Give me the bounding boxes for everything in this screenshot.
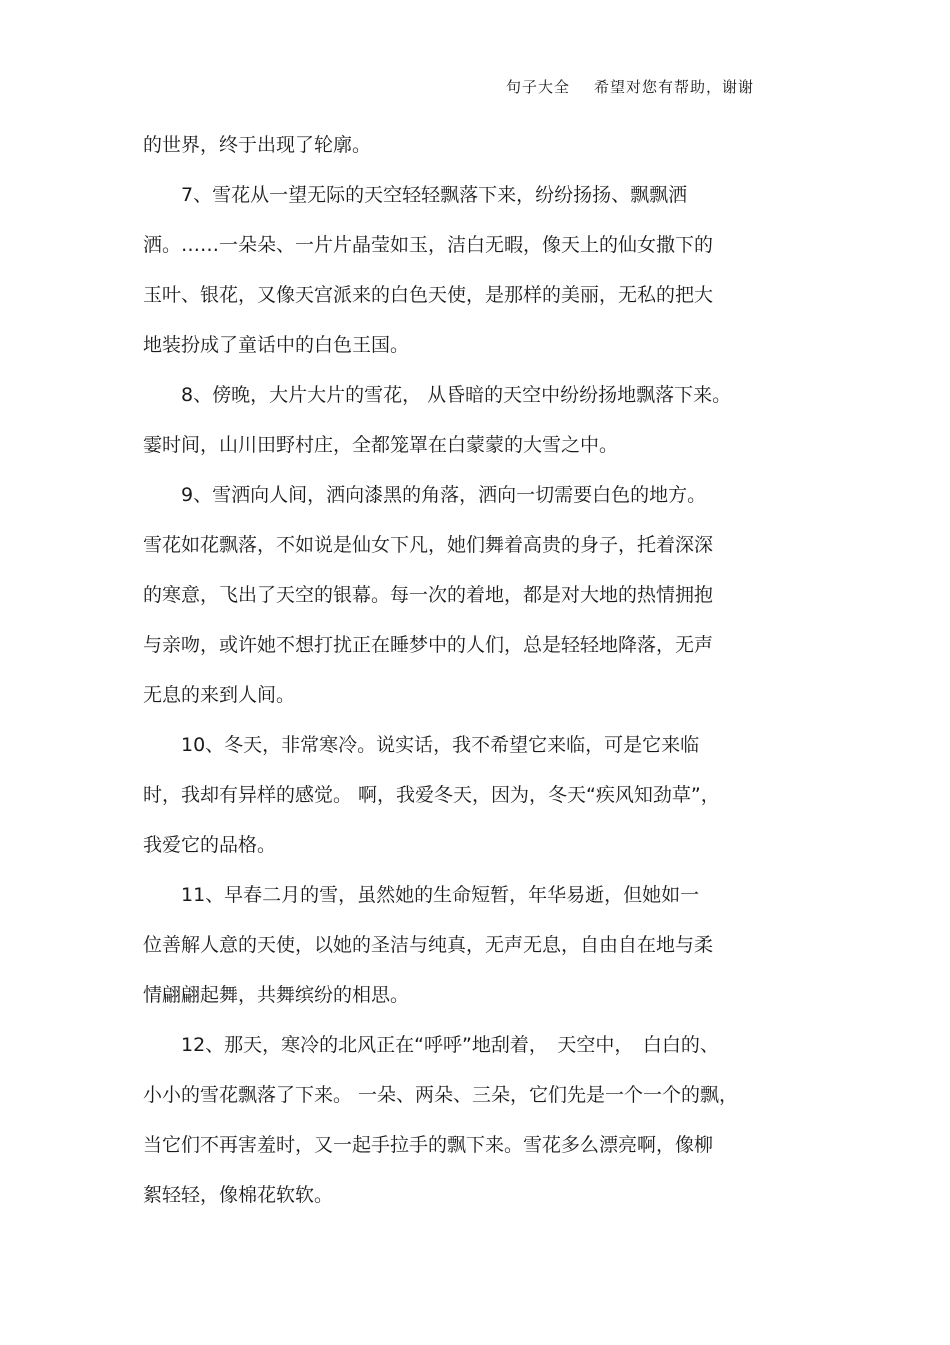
text-line: 11、早春二月的雪，虽然她的生命短暂，年华易逝，但她如一 [143, 884, 700, 906]
text-line: 时，我却有异样的感觉。 啊，我爱冬天，因为，冬天“疾风知劲草”， [143, 784, 720, 806]
text-line: 位善解人意的天使，以她的圣洁与纯真，无声无息，自由自在地与柔 [143, 934, 714, 956]
page-header [506, 76, 754, 97]
text-line: 洒。……一朵朵、一片片晶莹如玉，洁白无暇，像天上的仙女撒下的 [143, 234, 714, 256]
text-line: 情翩翩起舞，共舞缤纷的相思。 [143, 984, 410, 1006]
text-line: 絮轻轻，像棉花软软。 [143, 1184, 334, 1206]
text-line: 9、雪洒向人间，洒向漆黑的角落，洒向一切需要白色的地方。 [143, 484, 707, 506]
text-line: 小小的雪花飘落了下来。 一朵、两朵、三朵，它们先是一个一个的飘， [143, 1084, 739, 1106]
text-line: 10、冬天，非常寒冷。说实话，我不希望它来临，可是它来临 [143, 734, 700, 756]
text-line: 当它们不再害羞时，又一起手拉手的飘下来。雪花多么漂亮啊，像柳 [143, 1134, 714, 1156]
text-line: 玉叶、银花，又像天宫派来的白色天使，是那样的美丽，无私的把大 [143, 284, 714, 306]
header-site-name: 句子大全 [506, 78, 571, 96]
header-greeting: 希望对您有帮助，谢谢 [594, 78, 755, 96]
text-line: 无息的来到人间。 [143, 684, 296, 706]
text-line: 霎时间，山川田野村庄，全都笼罩在白蒙蒙的大雪之中。 [143, 434, 619, 456]
text-line: 我爱它的品格。 [143, 834, 277, 856]
text-line: 与亲吻，或许她不想打扰正在睡梦中的人们，总是轻轻地降落，无声 [143, 634, 714, 656]
text-line: 7、雪花从一望无际的天空轻轻飘落下来，纷纷扬扬、飘飘洒 [143, 184, 688, 206]
text-line: 12、那天，寒冷的北风正在“呼呼”地刮着， 天空中， 白白的、 [143, 1034, 719, 1056]
text-line: 的寒意，飞出了天空的银幕。每一次的着地，都是对大地的热情拥抱 [143, 584, 714, 606]
text-line: 8、傍晚，大片大片的雪花， 从昏暗的天空中纷纷扬地飘落下来。 [143, 384, 732, 406]
text-line: 地装扮成了童话中的白色王国。 [143, 334, 410, 356]
text-line: 的世界，终于出现了轮廓。 [143, 134, 372, 156]
text-line: 雪花如花飘落，不如说是仙女下凡，她们舞着高贵的身子，托着深深 [143, 534, 714, 556]
